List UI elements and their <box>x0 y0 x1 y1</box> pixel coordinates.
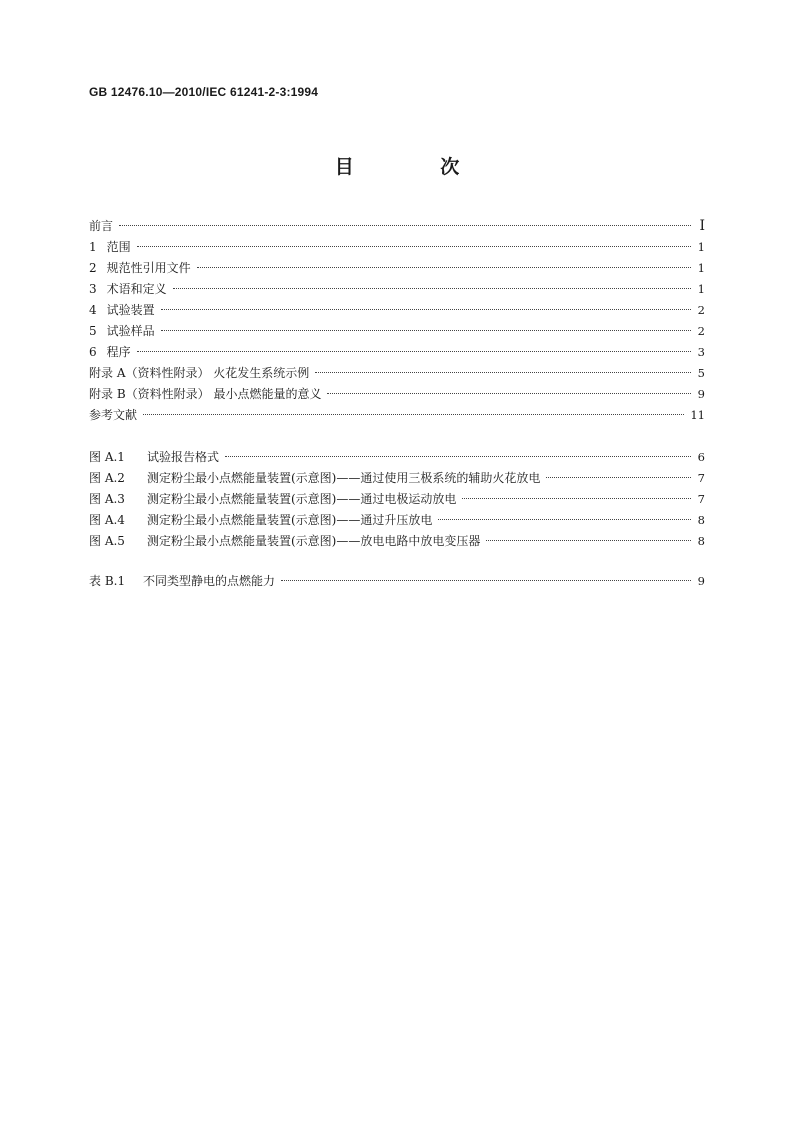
toc-entry-annex-a[interactable] <box>89 363 705 384</box>
table-entry-b1[interactable] <box>89 571 705 592</box>
toc-entry-terms-definitions[interactable] <box>89 279 705 300</box>
figure-number: 图 A.2 <box>89 471 125 485</box>
figure-label: 测定粉尘最小点燃能量装置(示意图)——放电电路中放电变压器 <box>147 534 481 548</box>
standard-number-header: GB 12476.10—2010/IEC 61241-2-3:1994 <box>89 85 319 99</box>
toc-entry-page: 2 <box>697 324 705 338</box>
dot-leader <box>161 330 691 331</box>
toc-entry-page: 1 <box>697 240 705 254</box>
table-number: 表 B.1 <box>89 574 126 588</box>
toc-entry-page: 2 <box>697 303 705 317</box>
toc-entry-number: 6 <box>89 345 97 359</box>
toc-entry-page: 3 <box>697 345 705 359</box>
toc-entry-label: 规范性引用文件 <box>106 261 191 275</box>
dot-leader <box>281 580 691 581</box>
page-title: 目 次 <box>334 156 500 178</box>
list-of-figures <box>89 447 705 552</box>
toc-entry-foreword[interactable] <box>89 216 705 237</box>
figure-label: 测定粉尘最小点燃能量装置(示意图)——通过升压放电 <box>147 513 433 527</box>
figure-number: 图 A.5 <box>89 534 125 548</box>
figure-label: 试验报告格式 <box>147 450 220 464</box>
dot-leader <box>225 456 691 457</box>
toc-entry-page: 1 <box>697 261 705 275</box>
toc-entry-test-samples[interactable] <box>89 321 705 342</box>
dot-leader <box>119 225 691 226</box>
toc-entry-number: 5 <box>89 324 97 338</box>
toc-entry-page: 5 <box>697 366 705 380</box>
figure-label: 测定粉尘最小点燃能量装置(示意图)——通过电极运动放电 <box>147 492 457 506</box>
figure-page: 8 <box>697 513 705 527</box>
toc-entry-label: 试验装置 <box>106 303 155 317</box>
toc-entry-page: 11 <box>690 408 705 422</box>
toc-entry-page: 9 <box>697 387 705 401</box>
list-of-tables <box>89 571 705 592</box>
toc-entry-label: 术语和定义 <box>106 282 167 296</box>
toc-entry-label: 附录 A（资料性附录） 火花发生系统示例 <box>89 366 310 380</box>
figure-entry-a5[interactable] <box>89 531 705 552</box>
toc-entry-label: 前言 <box>89 219 114 233</box>
dot-leader <box>137 351 691 352</box>
toc-entry-label: 试验样品 <box>106 324 155 338</box>
dot-leader <box>173 288 691 289</box>
toc-entry-label: 参考文献 <box>89 408 138 422</box>
toc-entry-normative-references[interactable] <box>89 258 705 279</box>
figure-number: 图 A.4 <box>89 513 125 527</box>
table-page: 9 <box>697 574 705 588</box>
figure-entry-a1[interactable] <box>89 447 705 468</box>
figure-number: 图 A.3 <box>89 492 125 506</box>
toc-entry-label: 程序 <box>106 345 131 359</box>
toc-entry-label: 附录 B（资料性附录） 最小点燃能量的意义 <box>89 387 322 401</box>
dot-leader <box>546 477 691 478</box>
figure-page: 7 <box>697 471 705 485</box>
figure-entry-a4[interactable] <box>89 510 705 531</box>
dot-leader <box>143 414 684 415</box>
toc-entry-test-apparatus[interactable] <box>89 300 705 321</box>
toc-entry-annex-b[interactable] <box>89 384 705 405</box>
figure-page: 6 <box>697 450 705 464</box>
dot-leader <box>486 540 691 541</box>
toc-entry-number: 4 <box>89 303 97 317</box>
figure-entry-a2[interactable] <box>89 468 705 489</box>
figure-entry-a3[interactable] <box>89 489 705 510</box>
dot-leader <box>462 498 691 499</box>
toc-main-list <box>89 216 705 426</box>
figure-number: 图 A.1 <box>89 450 125 464</box>
figure-label: 测定粉尘最小点燃能量装置(示意图)——通过使用三极系统的辅助火花放电 <box>147 471 541 485</box>
dot-leader <box>197 267 691 268</box>
table-label: 不同类型静电的点燃能力 <box>143 574 276 588</box>
toc-entry-page: 1 <box>697 282 705 296</box>
toc-entry-scope[interactable] <box>89 237 705 258</box>
toc-entry-label: 范围 <box>106 240 131 254</box>
figure-page: 7 <box>697 492 705 506</box>
toc-entry-page: Ⅰ <box>699 218 705 234</box>
dot-leader <box>327 393 691 394</box>
toc-entry-bibliography[interactable] <box>89 405 705 426</box>
toc-entry-number: 1 <box>89 240 97 254</box>
figure-page: 8 <box>697 534 705 548</box>
dot-leader <box>438 519 691 520</box>
toc-entry-number: 2 <box>89 261 97 275</box>
dot-leader <box>137 246 691 247</box>
toc-entry-procedure[interactable] <box>89 342 705 363</box>
dot-leader <box>161 309 691 310</box>
dot-leader <box>315 372 691 373</box>
toc-entry-number: 3 <box>89 282 97 296</box>
